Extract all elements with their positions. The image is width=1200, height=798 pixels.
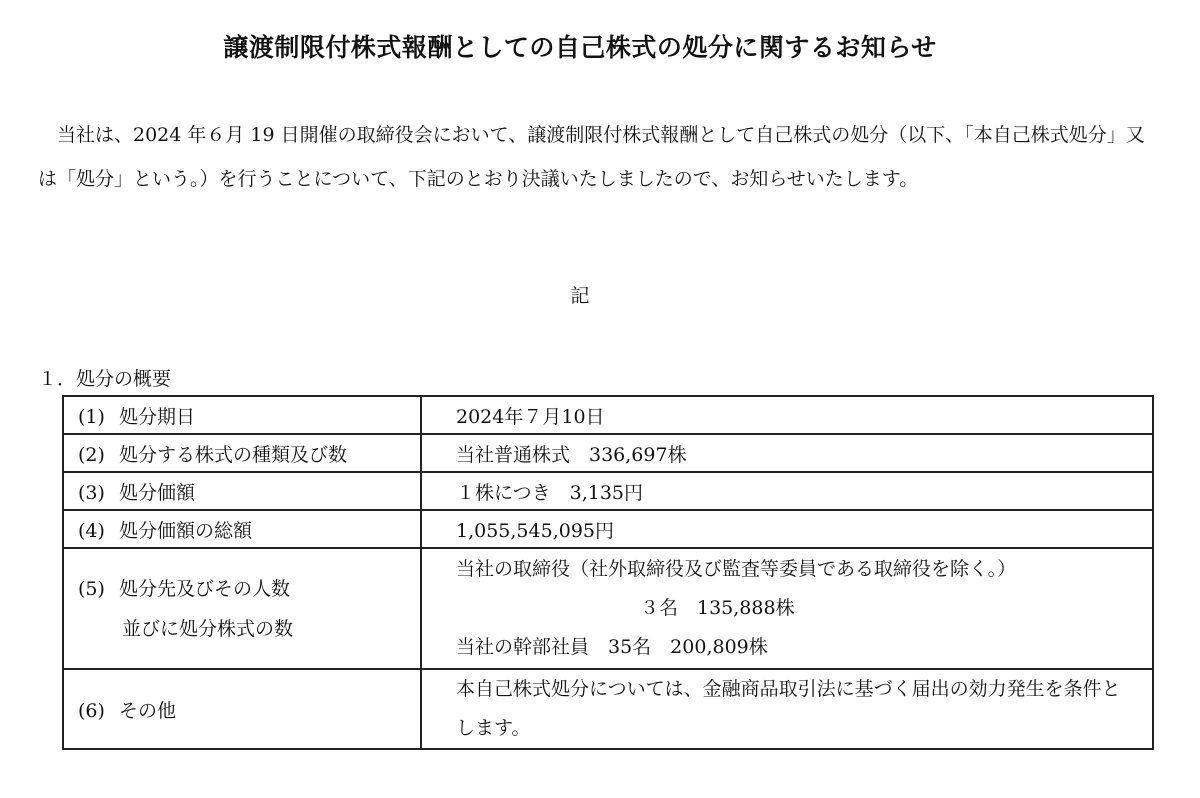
row-value-cell [421, 548, 1153, 669]
row-label-line2: 並びに処分株式の数 [122, 617, 294, 640]
intro-paragraph: 当社は、2024 年６月 19 日開催の取締役会において、譲渡制限付株式報酬として自己株式の処分（以下、「本自己株式処分」又は「処分」という。）を行うことについて、下記のとおり決議いたしましたので、お知らせいたします。 [38, 124, 1145, 190]
row-value-line1: 当社の取締役（社外取締役及び監査等委員である取締役を除く。） [456, 558, 1017, 580]
row-value: 本自己株式処分については、金融商品取引法に基づく届出の効力発生を条件とします。 [456, 678, 1121, 739]
row-value-line3: 当社の幹部社員 35名 200,809株 [456, 636, 768, 658]
row-label: 処分期日 [118, 405, 195, 428]
table-row [63, 548, 1153, 669]
table-row [63, 434, 1153, 472]
section-heading: １．処分の概要 [38, 368, 172, 390]
row-number: (3) [78, 481, 105, 504]
row-label-text: 処分先及びその人数 [118, 577, 290, 600]
row-label-line1 [78, 569, 406, 609]
row-label: 処分する株式の種類及び数 [118, 443, 347, 466]
row-label-cell [63, 669, 421, 749]
disposal-summary-table [62, 395, 1154, 750]
row-number: (5) [78, 577, 105, 600]
table-row [63, 669, 1153, 749]
row-label: その他 [118, 699, 176, 722]
row-label-cell [63, 434, 421, 472]
row-number: (4) [78, 519, 105, 542]
row-number: (1) [78, 405, 105, 428]
row-number: (6) [78, 699, 105, 722]
row-number: (2) [78, 443, 105, 466]
row-label-cell [63, 510, 421, 548]
row-label-cell [63, 472, 421, 510]
row-label-cell [63, 396, 421, 434]
row-value: 当社普通株式 336,697株 [421, 434, 1153, 472]
table-row [63, 510, 1153, 548]
row-value: 1,055,545,095円 [421, 510, 1153, 548]
row-value: １株につき 3,135円 [421, 472, 1153, 510]
row-label: 処分価額の総額 [118, 519, 252, 542]
row-value: 2024年７月10日 [421, 396, 1153, 434]
row-value-cell [421, 669, 1153, 749]
table-row [63, 396, 1153, 434]
row-label: 処分価額 [118, 481, 195, 504]
row-value-line2: ３名 135,888株 [640, 597, 795, 619]
document-title: 譲渡制限付株式報酬としての自己株式の処分に関するお知らせ [223, 33, 937, 62]
table-row [63, 472, 1153, 510]
ki-marker: 記 [570, 285, 590, 307]
row-label-cell [63, 548, 421, 669]
